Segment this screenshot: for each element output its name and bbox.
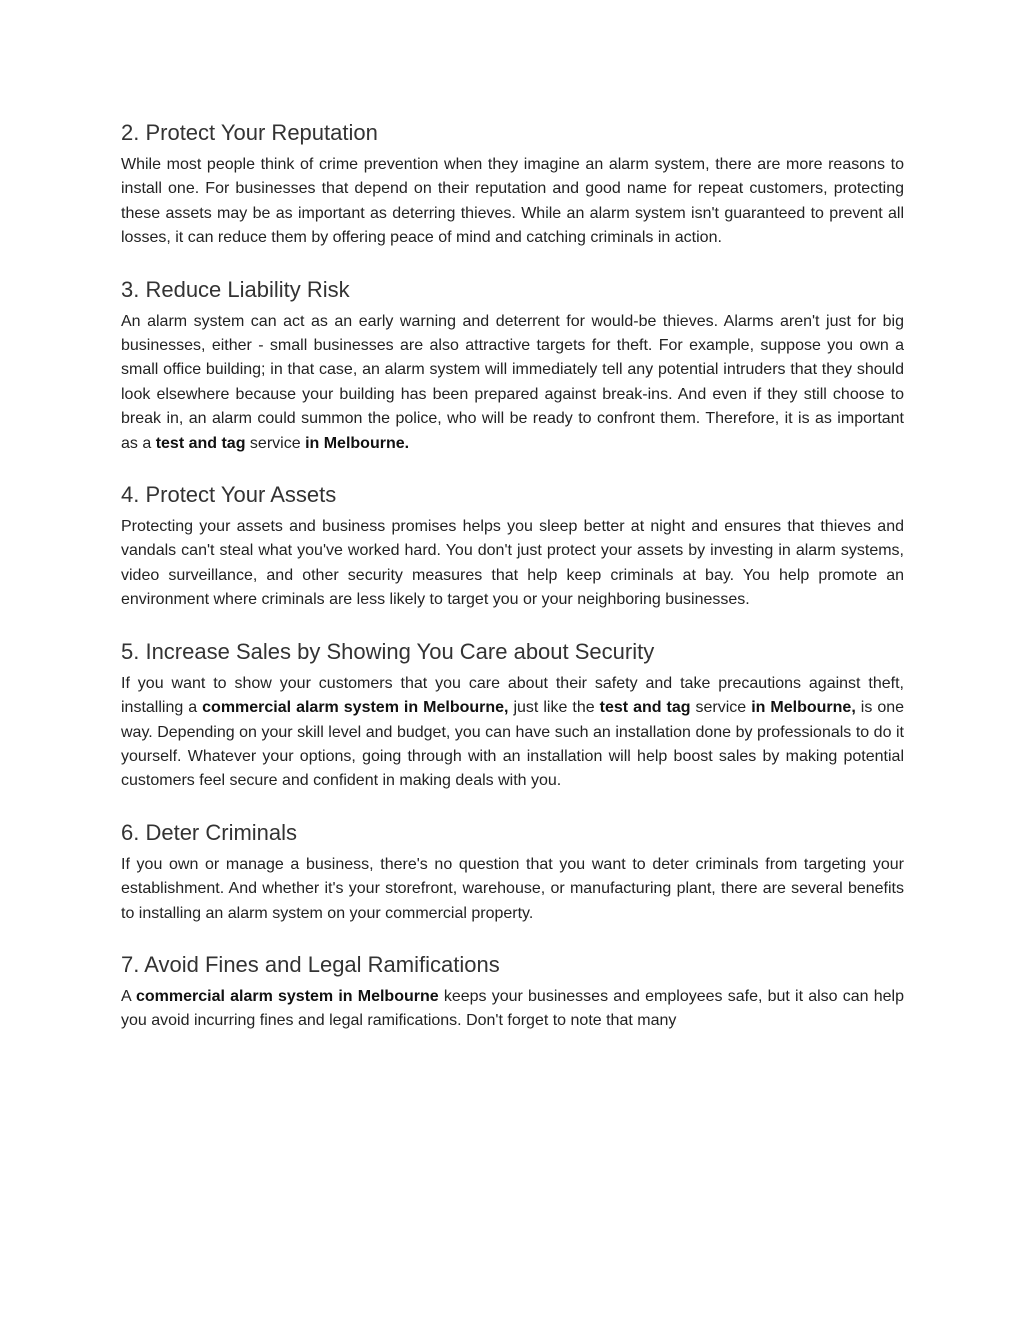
text-run: Protecting your assets and business promises helps you sleep better at night and ensures that thieves and vandals can't steal what you've worked hard. You don't just protect your assets by investing in alarm systems, video surveillance, and other security measures that help keep criminals at bay. You help promote an environment where criminals are less likely to target you or your neighboring businesses.: [121, 518, 904, 609]
section-heading: 4. Protect Your Assets: [121, 482, 337, 508]
text-run: service: [245, 434, 306, 452]
bold-text-run: commercial alarm system in Melbourne: [135, 987, 439, 1005]
section-paragraph: [121, 515, 904, 613]
section-paragraph: [121, 985, 904, 1034]
text-run: While most people think of crime prevention when they imagine an alarm system, there are more reasons to install one. For businesses that depend on their reputation and good name for repeat customers, protecting these assets may be as important as deterring thieves. While an alarm system isn't guaranteed to prevent all losses, it can reduce them by offering peace of mind and catching criminals in action.: [121, 156, 904, 247]
bold-text-run: in Melbourne.: [305, 434, 410, 452]
section-protect-assets: [121, 480, 904, 613]
section-paragraph: [121, 310, 904, 456]
section-heading: 3. Reduce Liability Risk: [121, 276, 350, 302]
section-paragraph: [121, 853, 904, 926]
section-increase-sales: [121, 637, 904, 794]
section-paragraph: [121, 672, 904, 794]
text-run: service: [690, 699, 752, 717]
section-reduce-liability: [121, 275, 904, 456]
section-heading: 7. Avoid Fines and Legal Ramifications: [121, 951, 500, 977]
bold-text-run: in Melbourne,: [751, 699, 856, 717]
text-run: A: [121, 987, 136, 1005]
text-run: keeps your businesses and employees safe, but it also can help you avoid incurring fines and legal ramifications. Don't forget to note that many: [121, 987, 905, 1030]
section-deter-criminals: [121, 818, 904, 926]
bold-text-run: test and tag: [155, 434, 246, 452]
text-run: just like the: [508, 699, 600, 717]
text-run: is one way. Depending on your skill level and budget, you can have such an installation done by professionals to do it yourself. Whatever your options, going through with an installation will help boost sales by making potential customers feel secure and confident in making deals with you.: [121, 699, 905, 790]
text-run: If you own or manage a business, there's no question that you want to deter criminals from targeting your establishment. And whether it's your storefront, warehouse, or manufacturing plant, there are several benefits to installing an alarm system on your commercial property.: [121, 855, 904, 922]
bold-text-run: commercial alarm system in Melbourne,: [202, 699, 509, 717]
text-run: If you want to show your customers that you care about their safety and take precautions against theft, installing a: [121, 674, 904, 717]
section-protect-reputation: [121, 118, 904, 251]
section-heading: 6. Deter Criminals: [121, 819, 298, 845]
bold-text-run: test and tag: [599, 699, 691, 717]
section-heading: 2. Protect Your Reputation: [121, 120, 378, 145]
section-paragraph: [121, 153, 904, 251]
section-avoid-fines: [121, 950, 904, 1034]
text-run: An alarm system can act as an early warning and deterrent for would-be thieves. Alarms aren't just for big businesses, either - small businesses are also attractive targets for theft. For example, suppose you own a small office building; in that case, an alarm system will immediately tell any potential intruders that they should look elsewhere because your building has been prepared against break-ins. And even if they still choose to break in, an alarm could summon the police, who will be ready to confront them. Therefore, it is as important as a: [121, 312, 904, 452]
section-heading: 5. Increase Sales by Showing You Care about Security: [121, 638, 655, 664]
document-page: [121, 118, 904, 1058]
